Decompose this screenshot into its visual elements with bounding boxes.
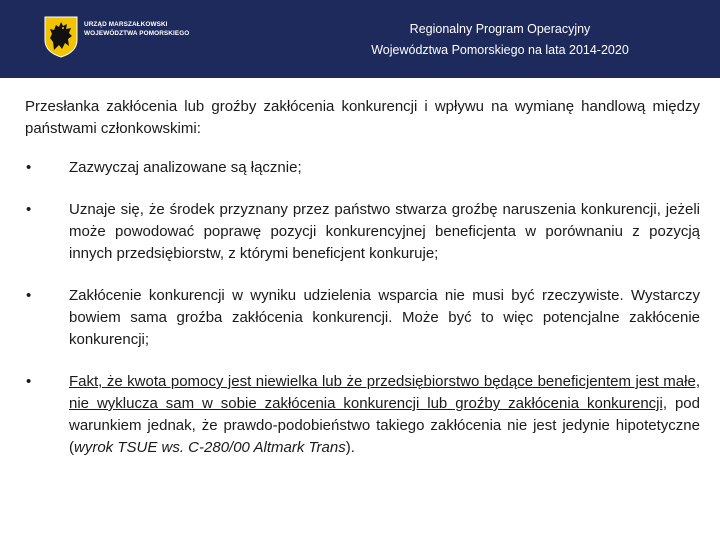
logo-line-1: URZĄD MARSZAŁKOWSKI [84,21,168,28]
case-citation: wyrok TSUE ws. C-280/00 Altmark Trans [74,439,346,456]
bullet-text: Zazwyczaj analizowane są łącznie; [69,159,302,176]
bullet-text: Uznaje się, że środek przyznany przez państwo stwarza groźbę naruszenia konkurencji, jeżeli może powodować poprawę pozycji konkurencyjnej beneficjenta w porównaniu z pozycją innych przedsiębiorstw, z którymi beneficjent konkuruje; [69,201,700,262]
griffin-crest-icon [44,16,78,58]
bullet-item-3 [25,285,700,351]
slide-content [25,96,700,479]
bullet-marker: • [26,373,32,390]
title-line-2: Województwa Pomorskiego na lata 2014-2020 [371,43,629,57]
logo-text [84,21,196,38]
bullet-text [69,373,700,456]
bullet-text: Zakłócenie konkurencji w wyniku udzielenia wsparcia nie musi być rzeczywiste. Wystarczy bowiem sama groźba zakłócenia konkurencji. Może być to więc potencjalne zakłócenie konkurencji; [69,287,700,348]
logo-line-2: WOJEWÓDZTWA POMORSKIEGO [84,29,190,37]
underlined-text: Fakt, że kwota pomocy jest niewielka lub że przedsiębiorstwo będące beneficjentem jest małe, nie wyklucza sam w sobie zakłócenia konkurencji lub groźby zakłócenia konkurencji, [69,373,700,412]
header-bar [0,0,720,78]
bullet-marker: • [26,287,32,304]
bullet-item-4 [25,371,700,459]
bullet-marker: • [26,201,32,218]
closing-text: ). [345,439,355,456]
logo [44,16,194,60]
bullet-item-1 [25,157,700,179]
program-title [300,19,700,61]
body-text: pod warunkiem jednak, że prawdo-podobieństwo takiego zakłócenia nie jest jedynie hipotetyczne ( [69,395,700,456]
bullet-marker: • [26,159,32,176]
intro-text: Przesłanka zakłócenia lub groźby zakłócenia konkurencji i wpływu na wymianę handlową między państwami członkowskimi: [25,98,700,137]
bullet-item-2 [25,199,700,265]
title-line-1: Regionalny Program Operacyjny [409,22,591,36]
